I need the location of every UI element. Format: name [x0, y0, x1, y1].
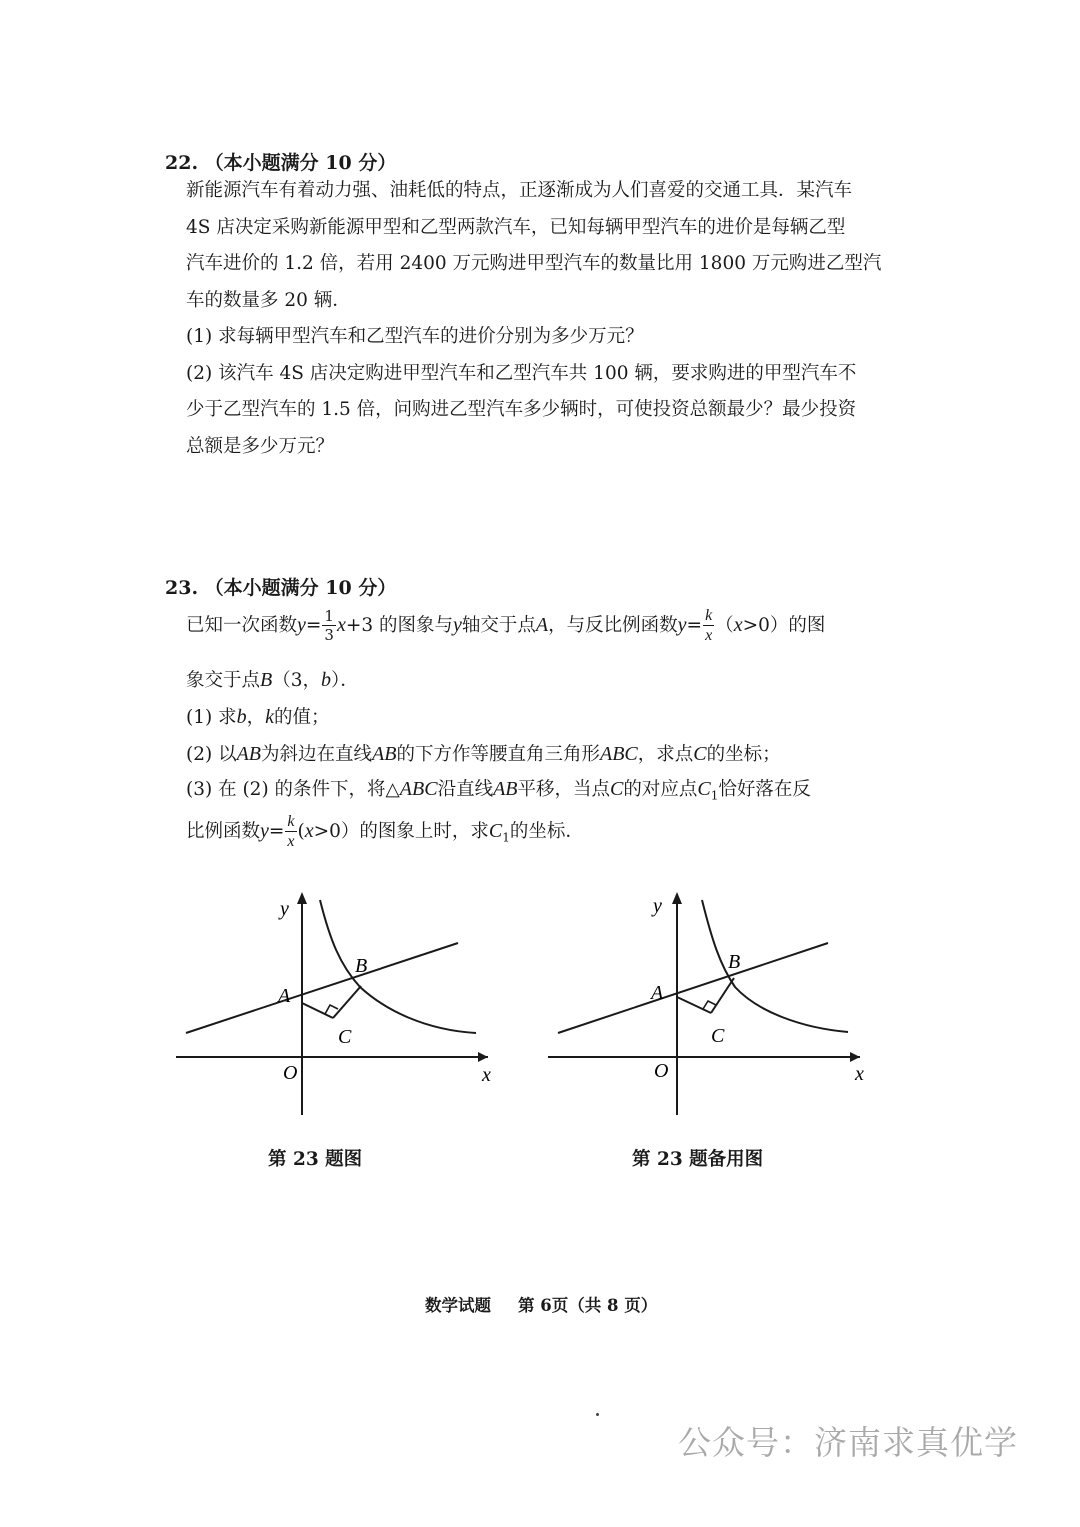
q23-line-2 [186, 666, 359, 692]
q22-line: (1) 求每辆甲型汽车和乙型汽车的进价分别为多少万元？ [186, 326, 644, 347]
point-C1: C [697, 778, 711, 800]
q22-line: 4S 店决定采购新能源甲型和乙型两款汽车，已知每辆甲型汽车的进价是每辆乙型 [186, 216, 846, 238]
q23-line-1 [186, 608, 825, 644]
segment-AB: AB [493, 778, 518, 800]
segment-AB: AB [236, 743, 262, 765]
var-y: y [260, 820, 269, 842]
text: (2) 以 [186, 744, 237, 765]
q23-header: 23. （本小题满分 10 分） [165, 577, 397, 599]
point-A: A [535, 614, 549, 636]
label-y: y [653, 895, 662, 917]
text: ，求点 [637, 744, 694, 765]
point-C: C [693, 743, 707, 765]
x-axis-arrow-icon [478, 1052, 488, 1062]
text: （3， [272, 670, 322, 691]
text: 象交于点 [186, 670, 261, 691]
var-b: b [321, 669, 332, 691]
text: 的值； [274, 707, 330, 728]
text: = [268, 821, 285, 842]
segment-AC [302, 1003, 333, 1018]
var-y: y [297, 614, 306, 636]
q22-header: 22. （本小题满分 10 分） [165, 152, 397, 174]
q22-line: 总额是多少万元？ [186, 435, 335, 457]
text: 的坐标； [706, 744, 781, 765]
triangle-ABC: ABC [600, 743, 638, 765]
fraction-k-over-x [285, 814, 296, 850]
point-C: C [610, 778, 624, 800]
label-A: A [278, 985, 291, 1007]
footer-page-number: 第 6页（共 8 页） [518, 1296, 658, 1315]
right-angle-mark [325, 1005, 338, 1014]
stray-dot [596, 1413, 599, 1416]
numerator: 1 [324, 607, 334, 625]
subscript: 1 [710, 788, 719, 803]
text: 轴交于点 [461, 615, 536, 636]
numerator: k [705, 607, 713, 624]
var-k: k [265, 706, 274, 728]
label-O: O [283, 1062, 298, 1084]
denominator: 3 [324, 626, 334, 644]
text: 的坐标． [509, 821, 584, 842]
segment-BC [333, 986, 361, 1018]
label-x: x [482, 1064, 491, 1086]
q22-line: 汽车进价的 1.2 倍，若用 2400 万元购进甲型汽车的数量比用 1800 万元购进乙型汽 [186, 253, 882, 274]
label-B: B [355, 955, 368, 977]
text: (3) 在 (2) 的条件下，将△ [186, 779, 400, 800]
text: 沿直线 [437, 779, 494, 800]
q22-line: 少于乙型汽车的 1.5 倍，问购进乙型汽车多少辆时，可使投资总额最少？最少投资 [186, 399, 857, 420]
text: ）． [331, 670, 359, 691]
y-axis-arrow-icon [672, 892, 682, 904]
text: = [686, 615, 703, 636]
figure-caption-main: 第 23 题图 [268, 1149, 363, 1170]
segment-AB: AB [372, 743, 397, 765]
figure-23-backup [540, 880, 1080, 1140]
q22-line: (2) 该汽车 4S 店决定购进甲型汽车和乙型汽车共 100 辆，要求购进的甲型汽车不 [186, 362, 857, 384]
x-axis-arrow-icon [850, 1052, 860, 1062]
text: >0）的图 [742, 615, 826, 636]
subscript: 1 [502, 830, 510, 845]
denominator: x [705, 627, 713, 644]
footer-subject: 数学试题 [425, 1296, 491, 1315]
text: = [305, 615, 322, 636]
var-y: y [453, 614, 462, 636]
var-b: b [236, 706, 247, 728]
var-y: y [677, 614, 687, 636]
text: 平移，当点 [517, 779, 611, 800]
label-B: B [728, 951, 741, 973]
var-x: x [304, 820, 314, 842]
text: +3 的图象与 [345, 615, 454, 636]
curve-inverse-function [702, 900, 848, 1032]
var-x: x [733, 614, 743, 636]
q22-line: 新能源汽车有着动力强、油耗低的特点，正逐渐成为人们喜爱的交通工具．某汽车 [186, 180, 853, 201]
var-x: x [336, 614, 346, 636]
label-C: C [338, 1026, 352, 1048]
label-y: y [280, 898, 289, 920]
q23-line-5 [186, 775, 811, 803]
y-axis-arrow-icon [297, 892, 307, 904]
q23-line-4 [186, 740, 781, 766]
line-linear-function [186, 943, 458, 1033]
figure-caption-backup: 第 23 题备用图 [632, 1149, 764, 1170]
text: 恰好落在反 [718, 779, 811, 800]
q23-line-3 [186, 703, 330, 729]
q22-body [186, 173, 906, 465]
label-A: A [651, 982, 664, 1004]
label-x: x [855, 1063, 864, 1085]
figure-23-main [0, 880, 540, 1140]
q23-line-6 [186, 814, 584, 850]
point-C1: C [488, 820, 503, 842]
text: ，与反比例函数 [548, 615, 678, 636]
text: （ [715, 615, 734, 636]
fraction-k-over-x [703, 608, 714, 644]
text: 的下方作等腰直角三角形 [396, 744, 600, 765]
fraction-one-third [322, 609, 336, 643]
text: 的对应点 [623, 779, 698, 800]
denominator: x [287, 833, 295, 850]
curve-inverse-function [320, 900, 476, 1033]
text: 比例函数 [186, 821, 261, 842]
point-B: B [260, 669, 273, 691]
triangle-ABC: ABC [399, 778, 438, 800]
label-C: C [711, 1025, 725, 1047]
numerator: k [287, 813, 295, 830]
watermark-text: 公众号：济南求真优学 [678, 1423, 1018, 1462]
q22-line: 车的数量多 20 辆． [186, 289, 351, 311]
text: >0）的图象上时，求 [313, 821, 489, 842]
text: (1) 求 [186, 707, 237, 728]
segment-BC [711, 978, 734, 1013]
text: 为斜边在直线 [261, 744, 373, 765]
text: 已知一次函数 [186, 615, 298, 636]
label-O: O [654, 1060, 669, 1082]
text: ( [297, 821, 305, 842]
text: ， [246, 707, 266, 728]
